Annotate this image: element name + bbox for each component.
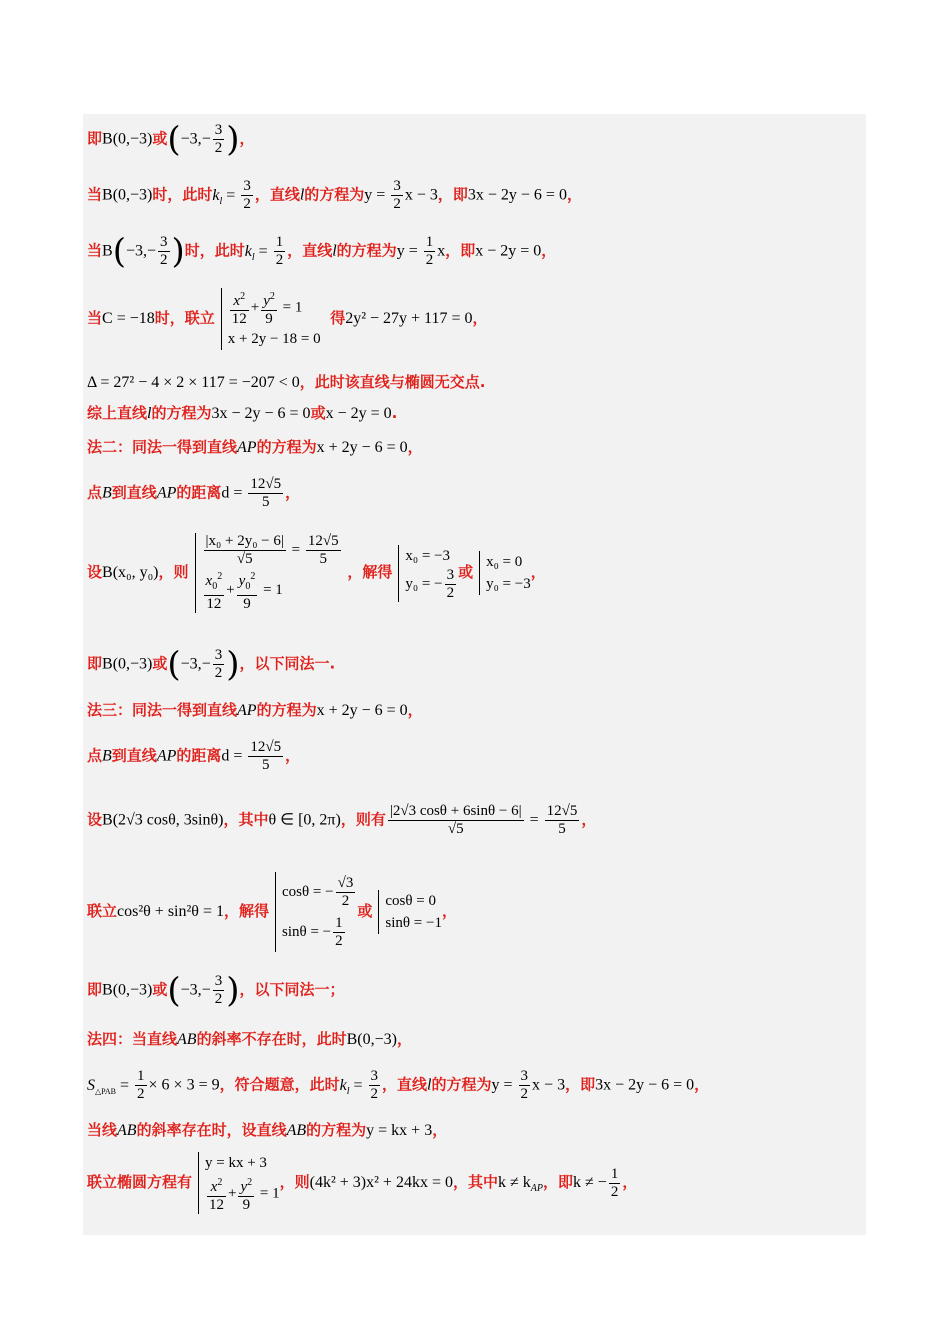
line-16: 法四：当直线AB的斜率不存在时，此时B(0,−3)， <box>87 1030 412 1048</box>
equation-system: y = kx + 3 $\frac{x^2}{12}$ + $\frac{y^2}{9}$ = 1 <box>198 1152 280 1214</box>
fraction: $\frac{1}{2}$ <box>275 234 284 268</box>
line-10: 即B(0,−3)或(−3,− $\frac{3}{2}$ )，以下同法一. <box>87 644 336 685</box>
line-19: 联立椭圆方程有 y = kx + 3 $\frac{x^2}{12}$ + $\frac{y^2}{9}$ = 1 ，则(4k² + 3)x² + 24kx = 0，其中$k \ne k_{AP}$，即k ≠ − $\frac{1}{2}$ ， <box>87 1152 637 1214</box>
line-17: $S_{\triangle PAB}$ = $\frac{1}{2}$ × 6 × 3 = 9，符合题意，此时$k_l$ = $\frac{3}{2}$ ，直线l的方程为y = $\frac{3}{2}$ x − 3，即3x − 2y − 6 = 0， <box>87 1068 710 1102</box>
line-11: 法三：同法一得到直线AP的方程为x + 2y − 6 = 0， <box>87 701 423 719</box>
line-1: 即B(0,−3)或(−3,− $\frac{3}{2}$ )， <box>87 119 255 160</box>
fraction: $\frac{1}{2}$ <box>425 234 434 268</box>
equation-system: cosθ = − $\frac{√3}{2}$ sinθ = − $\frac{1}{2}$ <box>275 872 357 952</box>
fraction: $\frac{3}{2}$ <box>243 178 251 212</box>
equation-system: $\frac{\text{|x₀ + 2y₀ − 6|}}{√5}$ = $\frac{12√5}{5}$ $\frac{x_0^2}{12}$ + $\frac{y_0^2}{9}$ = 1 <box>195 533 343 613</box>
math: −3, <box>180 130 202 148</box>
line-12: 点B到直线AP的距离d = $\frac{12√5}{5}$ ， <box>87 739 301 773</box>
fraction: $\frac{3}{2}$ <box>214 122 223 156</box>
line-3: 当B(−3,− $\frac{3}{2}$ )时，此时$k_l$ = $\frac{1}{2}$ ，直线l的方程为y = $\frac{1}{2}$ x，即x − 2y = 0， <box>87 231 557 272</box>
line-4: 当C = −18时，联立 $\frac{x^2}{12}$ + $\frac{y^2}{9}$ = 1 x + 2y − 18 = 0 得2y² − 27y + 117 = 0， <box>87 288 488 350</box>
line-7: 法二：同法一得到直线AP的方程为x + 2y − 6 = 0， <box>87 438 423 456</box>
line-18: 当线AB的斜率存在时，设直线AB的方程为y = kx + 3， <box>87 1121 448 1139</box>
line-5: Δ = 27² − 4 × 2 × 117 = −207 < 0，此时该直线与椭圆无交点. <box>87 373 486 391</box>
fraction: $\frac{3}{2}$ <box>393 178 401 212</box>
line-2: 当B(0,−3)时，此时$k_l$ = $\frac{3}{2}$ ，直线l的方程为y = $\frac{3}{2}$ x − 3，即3x − 2y − 6 = 0， <box>87 178 582 212</box>
line-9: 设B(x₀, y₀)，则 $\frac{\text{|x₀ + 2y₀ − 6|}}{√5}$ = $\frac{12√5}{5}$ $\frac{x_0^2}{12}$ + $\frac{y_0^2}{9}$ = 1 ，解得 x₀ = −3 y₀ = − $\frac{3}{2}$ 或 x₀ = 0 y₀ = −3 ， <box>87 533 546 613</box>
line-8: 点B到直线AP的距离d = $\frac{12√5}{5}$ ， <box>87 476 301 510</box>
paren-open: ( <box>167 119 181 160</box>
line-14: 联立cos²θ + sin²θ = 1，解得 cosθ = − $\frac{√3}{2}$ sinθ = − $\frac{1}{2}$ 或 cosθ = 0 sinθ = −1 ， <box>87 872 457 952</box>
paren-close: ) <box>226 119 240 160</box>
equation-system: $\frac{x^2}{12}$ + $\frac{y^2}{9}$ = 1 x + 2y − 18 = 0 <box>221 288 321 350</box>
fraction: $\frac{3}{2}$ <box>160 234 168 268</box>
text: 或 <box>152 129 168 148</box>
line-13: 设B(2√3 cosθ, 3sinθ)，其中θ ∈ [0, 2π)，则有 $\frac{|2√3 \cos\theta + 6\sin\theta - 6|}{√5}$ = $\frac{12√5}{5}$ ， <box>87 803 597 837</box>
line-6: 综上直线l的方程为3x − 2y − 6 = 0或x − 2y = 0. <box>87 404 398 422</box>
line-15: 即B(0,−3)或(−3,− $\frac{3}{2}$ )，以下同法一； <box>87 970 345 1011</box>
text: 即 <box>87 129 103 148</box>
text: ， <box>239 129 255 148</box>
math: B(0,−3) <box>102 130 153 148</box>
